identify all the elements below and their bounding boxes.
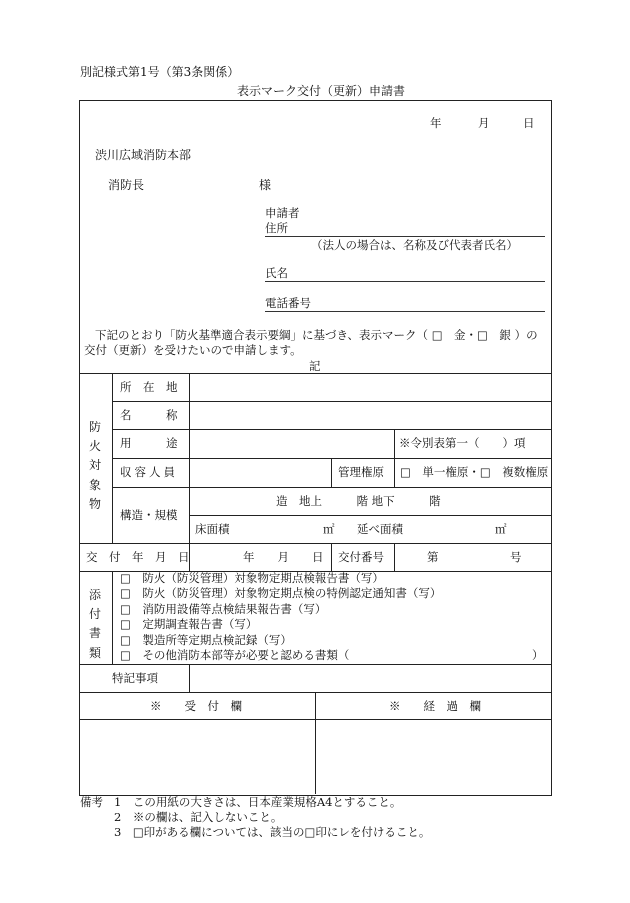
issue-date-label: 交 付 年 月 日: [86, 550, 190, 564]
note-item: 1 この用紙の大きさは、日本産業規格A4とすること。: [114, 795, 402, 809]
rule-use-note: [394, 429, 395, 458]
document-title: 表示マーク交付（更新）申請書: [237, 84, 406, 98]
corp-note: （法人の場合は、名称及び代表者氏名）: [311, 238, 518, 252]
notes-prefix: 備考: [80, 795, 103, 809]
rule-special-top: [79, 664, 551, 665]
honorific: 様: [259, 178, 272, 192]
mgmt-label: 管理権原: [338, 465, 384, 479]
note-item: 3 □印がある欄については、該当の□印にレを付けること。: [114, 825, 431, 839]
floor-area-unit: ㎡: [323, 522, 335, 536]
phone-label: 電話番号: [265, 296, 311, 310]
attachment-item[interactable]: □ 防火（防災管理）対象物定期点検の特例認定通知書（写）: [120, 586, 442, 600]
rule-object-side: [112, 373, 113, 543]
rule-object-top: [79, 373, 551, 374]
attachment-close-paren: ）: [532, 648, 544, 662]
date-year: 年: [430, 116, 442, 130]
name-label: 氏名: [265, 266, 288, 280]
rule-capacity: [112, 487, 551, 488]
rule-columns-divider: [315, 692, 316, 794]
structure-line: 造 地上 階 地下 階: [276, 494, 441, 508]
statement-line2: 交付（更新）を受けたいので申請します。: [84, 343, 302, 357]
rule-issue-num-right: [394, 543, 395, 571]
floor-area-label: 床面積: [195, 522, 230, 536]
progress-column-header: ※ 経 過 欄: [389, 699, 481, 713]
total-area-unit: ㎡: [495, 522, 507, 536]
address-line: [265, 236, 545, 237]
rule-issue-top: [79, 543, 551, 544]
statement-line1: 下記のとおり「防火基準適合表示要綱」に基づき、表示マーク（ □ 金・□ 銀 ）の: [95, 328, 538, 342]
capacity-label: 収容人員: [120, 465, 178, 479]
issue-date-value: 年 月 日: [243, 550, 324, 564]
use-label: 用 途: [120, 436, 178, 450]
addressee-chief: 消防長: [108, 178, 145, 192]
mgmt-options[interactable]: □ 単一権原・□ 複数権原: [400, 465, 549, 479]
reception-column-header: ※ 受 付 欄: [150, 699, 242, 713]
rule-object-label: [189, 373, 190, 543]
date-day: 日: [523, 116, 535, 130]
use-note: ※令別表第一（ ）項: [399, 436, 526, 450]
note-item: 2 ※の欄は、記入しないこと。: [114, 810, 283, 824]
rule-mgmt-right: [394, 458, 395, 487]
rule-location: [112, 401, 551, 402]
rule-issue-num-left: [331, 543, 332, 571]
special-label: 特記事項: [112, 671, 158, 685]
attachment-item[interactable]: □ その他消防本部等が必要と認める書類（: [120, 648, 350, 662]
issue-num-prefix: 第: [427, 550, 439, 564]
issue-num-label: 交付番号: [338, 550, 384, 564]
applicant-label: 申請者: [265, 206, 300, 220]
attachment-item[interactable]: □ 製造所等定期点検記録（写）: [120, 633, 292, 647]
structure-label: 構造・規模: [120, 508, 178, 522]
rule-name: [112, 429, 551, 430]
form-number: 別記様式第1号（第3条関係）: [80, 65, 240, 79]
attachment-item[interactable]: □ 消防用設備等点検結果報告書（写）: [120, 602, 327, 616]
name-row-label: 名 称: [120, 408, 178, 422]
date-month: 月: [478, 116, 490, 130]
attachment-item[interactable]: □ 防火（防災管理）対象物定期点検報告書（写）: [120, 571, 384, 585]
attachment-item[interactable]: □ 定期調査報告書（写）: [120, 617, 258, 631]
addressee-org: 渋川広域消防本部: [95, 148, 192, 162]
name-line: [265, 281, 545, 282]
attachments-side-label: 添付書類: [88, 588, 101, 660]
ki-label: 記: [309, 359, 321, 373]
rule-structure-mid: [189, 515, 551, 516]
phone-line: [265, 311, 545, 312]
object-side-label: 防火対象物: [88, 420, 101, 511]
address-label: 住所: [265, 221, 288, 235]
total-area-label: 延べ面積: [357, 522, 403, 536]
location-label: 所 在 地: [120, 380, 178, 394]
rule-attach-side: [112, 571, 113, 664]
rule-mgmt-left: [331, 458, 332, 487]
rule-special-label: [189, 664, 190, 692]
issue-num-suffix: 号: [510, 550, 522, 564]
